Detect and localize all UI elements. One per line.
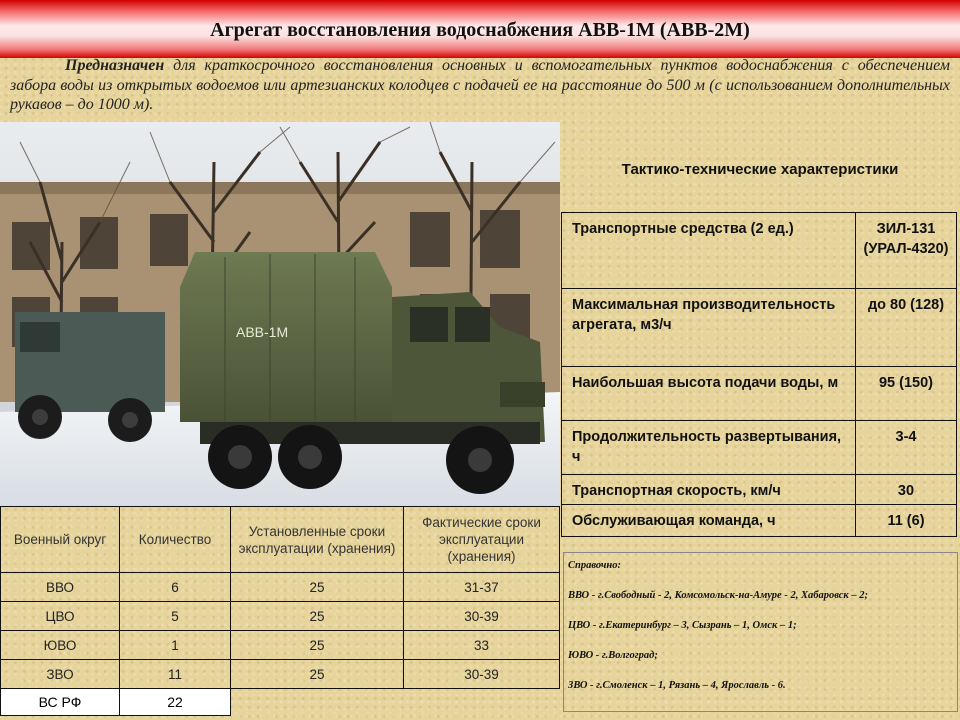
intro-paragraph bbox=[10, 56, 950, 115]
fleet-table bbox=[0, 506, 560, 716]
note-title: Справочно: bbox=[568, 560, 621, 571]
fleet-header-set-terms: Установленные сроки эксплуатации (хранения) bbox=[231, 507, 404, 573]
specs-label: Обслуживающая команда, ч bbox=[562, 505, 856, 537]
intro-lead: Предназначен bbox=[65, 57, 165, 74]
fleet-header-row bbox=[1, 507, 560, 573]
fleet-district: ЗВО bbox=[1, 660, 120, 689]
specs-row bbox=[562, 475, 957, 505]
note-line: ЦВО - г.Екатеринбург – 3, Сызрань – 1, Омск – 1; bbox=[568, 620, 797, 631]
specs-value: ЗИЛ-131 (УРАЛ-4320) bbox=[856, 213, 957, 289]
fleet-set-terms: 25 bbox=[231, 631, 404, 660]
fleet-actual-terms: 30-39 bbox=[404, 602, 560, 631]
fleet-row bbox=[1, 660, 560, 689]
specs-table bbox=[561, 212, 957, 537]
fleet-actual-terms: 30-39 bbox=[404, 660, 560, 689]
fleet-actual-terms: 31-37 bbox=[404, 573, 560, 602]
specs-label: Транспортные средства (2 ед.) bbox=[562, 213, 856, 289]
specs-value: 30 bbox=[856, 475, 957, 505]
fleet-actual-terms: 33 bbox=[404, 631, 560, 660]
fleet-count: 11 bbox=[120, 660, 231, 689]
vehicle-photo-illustration bbox=[0, 122, 560, 506]
specs-row bbox=[562, 213, 957, 289]
fleet-district: ЮВО bbox=[1, 631, 120, 660]
specs-value: 11 (6) bbox=[856, 505, 957, 537]
fleet-count: 1 bbox=[120, 631, 231, 660]
note-line: ЗВО - г.Смоленск – 1, Рязань – 4, Ярославль - 6. bbox=[568, 680, 786, 691]
fleet-district: ВВО bbox=[1, 573, 120, 602]
specs-row bbox=[562, 505, 957, 537]
fleet-district: ЦВО bbox=[1, 602, 120, 631]
specs-label: Наибольшая высота подачи воды, м bbox=[562, 367, 856, 421]
intro-text: для краткосрочного восстановления основных и вспомогательных пунктов водоснабжения с обеспечением забора воды из открытых водоемов или артезианских колодцев с подачей ее на расстояние до 500 м (с использованием дополнительных рукавов – до 1000 м). bbox=[10, 57, 950, 113]
specs-label: Максимальная производительность агрегата, м3/ч bbox=[562, 289, 856, 367]
specs-value: 3-4 bbox=[856, 421, 957, 475]
note-line: ВВО - г.Свободный - 2, Комсомольск-на-Амуре - 2, Хабаровск – 2; bbox=[568, 590, 868, 601]
fleet-set-terms: 25 bbox=[231, 602, 404, 631]
fleet-header-district: Военный округ bbox=[1, 507, 120, 573]
specs-row bbox=[562, 289, 957, 367]
fleet-header-actual-terms: Фактические сроки эксплуатации (хранения) bbox=[404, 507, 560, 573]
fleet-row bbox=[1, 602, 560, 631]
page-title: Агрегат восстановления водоснабжения АВВ-1М (АВВ-2М) bbox=[210, 19, 750, 41]
specs-label: Транспортная скорость, км/ч bbox=[562, 475, 856, 505]
fleet-row bbox=[1, 631, 560, 660]
fleet-total-row bbox=[1, 689, 560, 716]
specs-title: Тактико-технические характеристики bbox=[621, 161, 899, 178]
note-line: ЮВО - г.Волгоград; bbox=[568, 650, 658, 661]
specs-row bbox=[562, 421, 957, 475]
fleet-count: 5 bbox=[120, 602, 231, 631]
specs-row bbox=[562, 367, 957, 421]
truck-label: АВВ-1М bbox=[236, 324, 289, 340]
fleet-set-terms: 25 bbox=[231, 660, 404, 689]
specs-value: 95 (150) bbox=[856, 367, 957, 421]
fleet-row bbox=[1, 573, 560, 602]
fleet-count: 6 bbox=[120, 573, 231, 602]
specs-label: Продолжительность развертывания, ч bbox=[562, 421, 856, 475]
fleet-total-district: ВС РФ bbox=[1, 689, 120, 716]
vehicle-photo bbox=[0, 122, 560, 506]
fleet-header-count: Количество bbox=[120, 507, 231, 573]
fleet-set-terms: 25 bbox=[231, 573, 404, 602]
title-bar bbox=[0, 0, 960, 58]
fleet-total-count: 22 bbox=[120, 689, 231, 716]
specs-value: до 80 (128) bbox=[856, 289, 957, 367]
reference-note bbox=[563, 552, 958, 712]
